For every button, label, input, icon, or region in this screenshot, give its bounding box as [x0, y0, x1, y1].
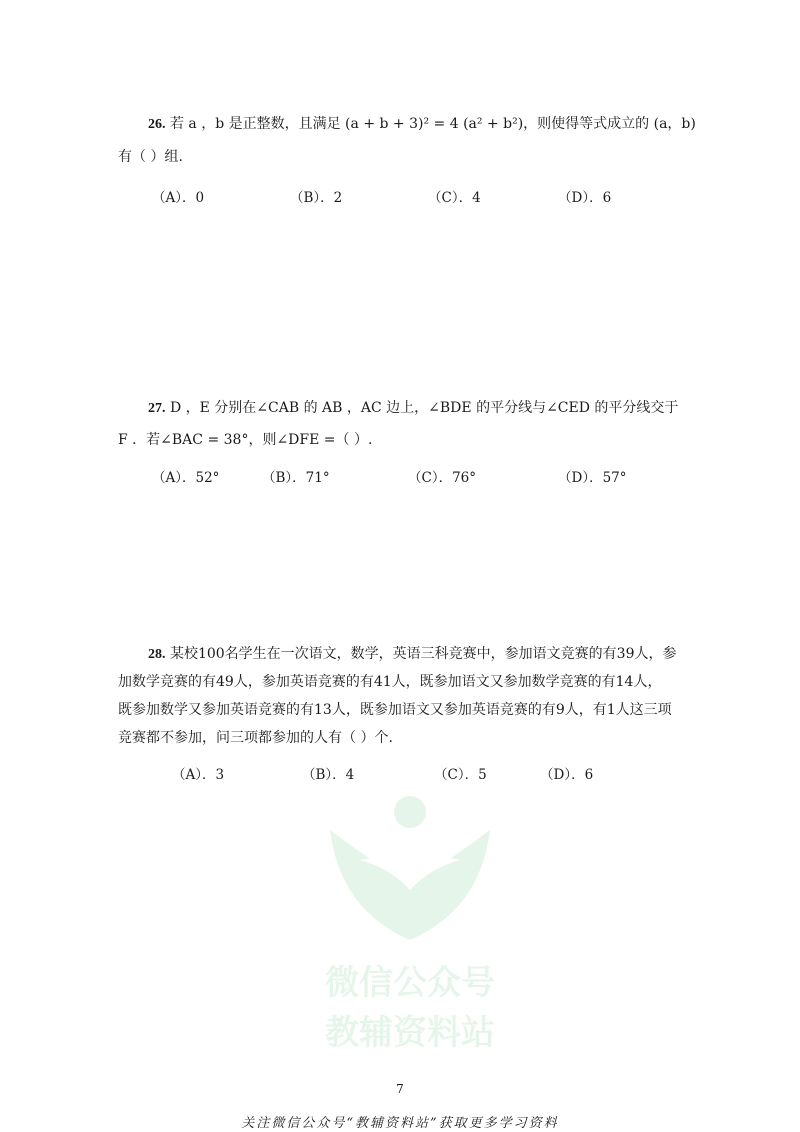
q28-line1 — [148, 643, 677, 663]
q26-number: 26. — [148, 117, 166, 132]
q27-number: 27. — [148, 401, 166, 416]
q28-option-a: （A）．3 — [172, 767, 225, 783]
page-number: 7 — [396, 1082, 404, 1096]
q26-option-d: （D）．6 — [558, 190, 612, 206]
q26-stem-cont: 有（ ）组. — [118, 149, 183, 165]
watermark-line1: 微信公众号 — [325, 963, 495, 1003]
q26-line2 — [118, 146, 183, 166]
q28-line3 — [118, 699, 672, 719]
watermark-logo-icon — [300, 790, 520, 950]
q27-option-b: （B）．71° — [262, 470, 330, 486]
q27-option-d: （D）．57° — [558, 470, 627, 486]
q28-stem: 某校100名学生在一次语文，数学，英语三科竞赛中，参加语文竞赛的有39人，参 — [169, 646, 677, 662]
q28-stem-cont-3: 竞赛都不参加，问三项都参加的人有（ ）个. — [118, 730, 393, 746]
q27-line1 — [148, 397, 678, 417]
q28-option-b: （B）．4 — [302, 767, 355, 783]
q27-line2 — [118, 429, 372, 449]
q28-option-c: （C）．5 — [434, 767, 487, 783]
q26-option-c: （C）．4 — [428, 190, 481, 206]
q28-number: 28. — [148, 647, 166, 662]
q26-option-a: （A）．0 — [152, 190, 205, 206]
q28-option-d: （D）．6 — [540, 767, 594, 783]
watermark — [300, 790, 520, 1060]
q27-stem: D ，E 分别在∠CAB 的 AB ，AC 边上，∠BDE 的平分线与∠CED 的平分线交于 — [169, 400, 679, 416]
q27-option-a: （A）．52° — [152, 470, 220, 486]
q26-line1 — [148, 113, 696, 133]
q28-line2 — [118, 671, 661, 691]
watermark-line2: 教辅资料站 — [325, 1013, 495, 1053]
q28-line4 — [118, 727, 393, 747]
q26-stem: 若 a ，b 是正整数，且满足 (a + b + 3)² = 4 (a² + b²)，则使得等式成立的 (a，b) — [169, 116, 696, 132]
q27-option-c: （C）．76° — [408, 470, 477, 486]
q26-option-b: （B）．2 — [290, 190, 343, 206]
footer-note: 关注微信公众号“教辅资料站”获取更多学习资料 — [241, 1116, 559, 1131]
q28-stem-cont-1: 加数学竞赛的有49人，参加英语竞赛的有41人，既参加语文又参加数学竞赛的有14人， — [118, 674, 662, 690]
q27-stem-cont: F ．若∠BAC = 38°，则∠DFE =（ ）. — [118, 432, 373, 448]
q28-stem-cont-2: 既参加数学又参加英语竞赛的有13人，既参加语文又参加英语竞赛的有9人，有1人这三项 — [118, 702, 672, 718]
